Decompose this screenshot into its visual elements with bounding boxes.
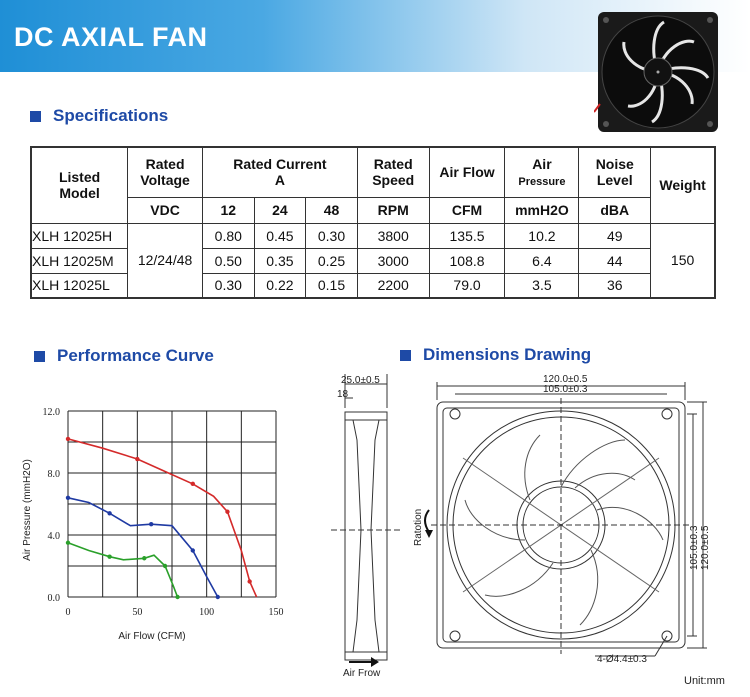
airflow-arrow-icon — [349, 657, 379, 667]
fan-product-photo — [594, 8, 722, 136]
dimensions-heading: Dimensions Drawing — [400, 345, 591, 365]
cell-c48: 0.25 — [306, 248, 358, 273]
series-line-1 — [68, 498, 218, 597]
series-point — [66, 437, 70, 441]
dimensions-drawing — [325, 370, 735, 690]
cell-rpm: 2200 — [357, 273, 429, 298]
series-point — [107, 555, 111, 559]
cell-cfm: 108.8 — [429, 248, 505, 273]
y-tick-label: 0.0 — [47, 593, 60, 604]
front-view — [431, 382, 707, 656]
series-point — [216, 595, 220, 599]
series-point — [135, 457, 139, 461]
cell-model: XLH 12025L — [31, 273, 128, 298]
x-tick-label: 100 — [199, 607, 215, 618]
rotation-arrow-icon — [425, 510, 433, 538]
cell-noise: 36 — [579, 273, 651, 298]
dim-width-inner: 105.0±0.3 — [543, 384, 588, 395]
dim-side-width: 25.0±0.5 — [341, 375, 380, 386]
unit-pressure: mmH2O — [505, 197, 579, 223]
x-tick-label: 150 — [268, 607, 284, 618]
performance-chart — [10, 400, 300, 650]
header-weight: Weight — [651, 147, 715, 223]
series-point — [142, 556, 146, 560]
series-line-2 — [68, 543, 178, 597]
cell-c12: 0.80 — [203, 223, 255, 248]
header-noise: Noise Level — [595, 156, 634, 189]
x-tick-label: 50 — [132, 607, 143, 618]
header-current: Rated Current A — [233, 156, 327, 189]
cell-noise: 49 — [579, 223, 651, 248]
unit-c12: 12 — [203, 197, 255, 223]
series-point — [191, 482, 195, 486]
dim-holes: 4-Ø4.4±0.3 — [597, 654, 647, 665]
cell-cfm: 135.5 — [429, 223, 505, 248]
cell-pressure: 10.2 — [505, 223, 579, 248]
y-tick-label: 4.0 — [47, 531, 60, 542]
cell-cfm: 79.0 — [429, 273, 505, 298]
y-tick-label: 12.0 — [42, 407, 60, 418]
cell-model: XLH 12025H — [31, 223, 128, 248]
header-pressure: Air Pressure — [518, 156, 566, 189]
series-line-0 — [68, 439, 257, 597]
dim-height-inner: 105.0±0.3 — [689, 525, 700, 570]
airflow-label: Air Frow — [343, 668, 381, 679]
specifications-heading: Specifications — [30, 106, 168, 126]
bullet-square-icon — [400, 350, 411, 361]
unit-c24: 24 — [254, 197, 306, 223]
bullet-square-icon — [34, 351, 45, 362]
series-point — [225, 510, 229, 514]
header-voltage: Rated Voltage — [140, 156, 190, 189]
rotation-label: Ratotion — [413, 508, 424, 546]
header-model: Listed Model — [58, 169, 101, 202]
unit-label: Unit:mm — [684, 675, 725, 687]
unit-airflow: CFM — [429, 197, 505, 223]
series-point — [66, 496, 70, 500]
cell-c12: 0.30 — [203, 273, 255, 298]
cell-c48: 0.30 — [306, 223, 358, 248]
dim-side-inner: 18 — [337, 389, 349, 400]
cell-pressure: 3.5 — [505, 273, 579, 298]
unit-noise: dBA — [579, 197, 651, 223]
cell-weight: 150 — [651, 223, 715, 298]
series-point — [149, 522, 153, 526]
y-axis-label: Air Pressure (mmH2O) — [22, 459, 33, 561]
side-view — [331, 374, 401, 660]
y-tick-label: 8.0 — [47, 469, 60, 480]
cell-c24: 0.45 — [254, 223, 306, 248]
cell-c24: 0.35 — [254, 248, 306, 273]
unit-c48: 48 — [306, 197, 358, 223]
unit-voltage: VDC — [128, 197, 203, 223]
cell-c24: 0.22 — [254, 273, 306, 298]
dim-height-outer: 120.0±0.5 — [700, 525, 711, 570]
x-tick-label: 0 — [65, 607, 71, 618]
cell-rpm: 3000 — [357, 248, 429, 273]
series-point — [175, 595, 179, 599]
page-title: DC AXIAL FAN — [14, 22, 208, 52]
cell-pressure: 6.4 — [505, 248, 579, 273]
cell-c48: 0.15 — [306, 273, 358, 298]
cell-model: XLH 12025M — [31, 248, 128, 273]
header-speed: Rated Speed — [372, 156, 415, 189]
bullet-square-icon — [30, 111, 41, 122]
cell-voltage: 12/24/48 — [128, 223, 203, 298]
series-point — [247, 579, 251, 583]
dim-width-outer: 120.0±0.5 — [543, 374, 588, 385]
series-point — [107, 511, 111, 515]
specifications-table — [30, 146, 716, 299]
series-point — [66, 541, 70, 545]
unit-speed: RPM — [357, 197, 429, 223]
header-airflow: Air Flow — [429, 147, 505, 197]
cell-noise: 44 — [579, 248, 651, 273]
x-axis-label: Air Flow (CFM) — [118, 631, 186, 642]
cell-c12: 0.50 — [203, 248, 255, 273]
table-row — [31, 223, 715, 248]
series-point — [163, 564, 167, 568]
series-point — [191, 548, 195, 552]
performance-heading: Performance Curve — [34, 346, 214, 366]
cell-rpm: 3800 — [357, 223, 429, 248]
